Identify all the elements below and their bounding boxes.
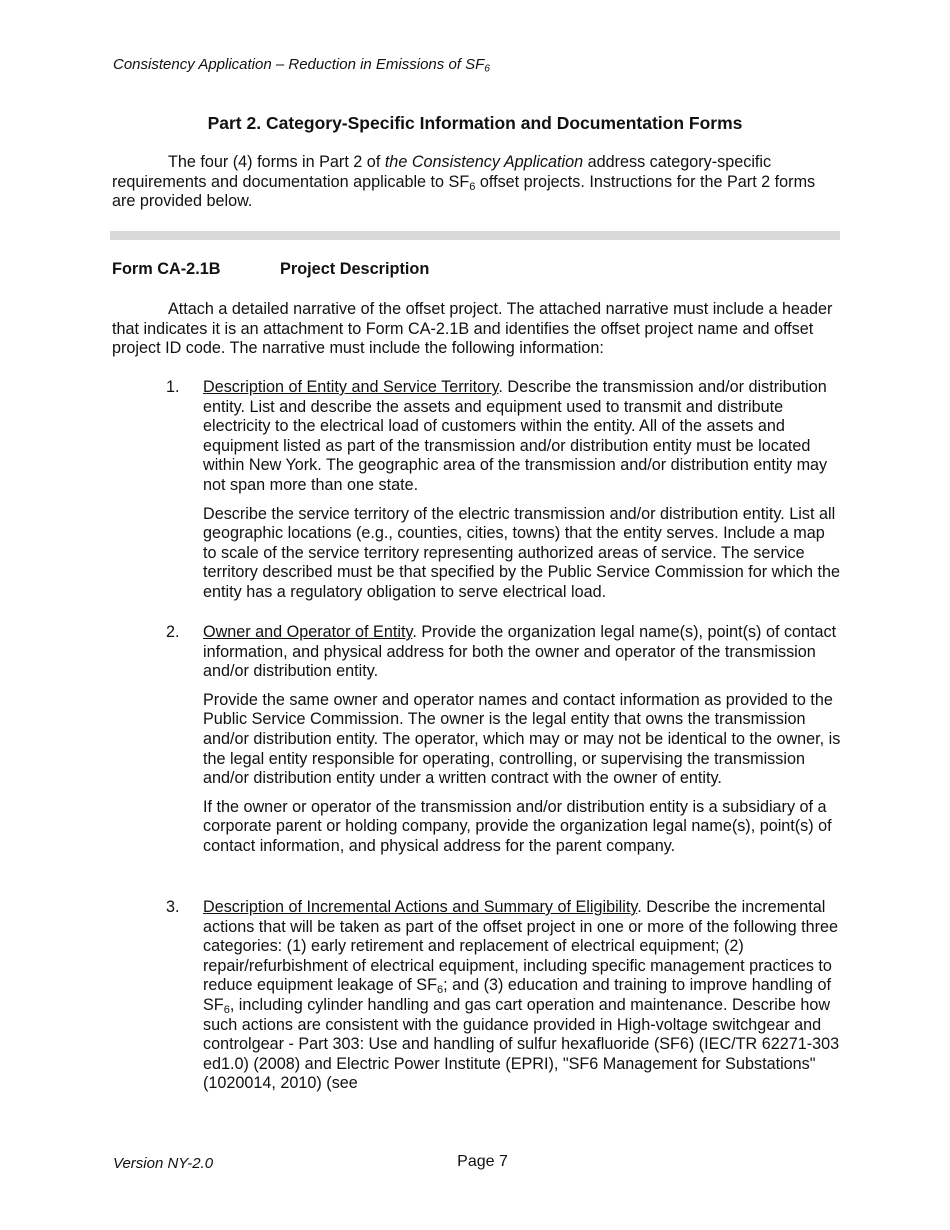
list-item-paragraph: Provide the same owner and operator names and contact information as provided to the Public Service Commission. The owner is the legal entity that owns the transmission and/or distribution entity. The operator, which may or may not be identical to the owner, is the legal entity responsible for operating, controlling, or supervising the transmission and/or distribution entity under a written contract with the owner of entity. (203, 690, 841, 788)
list-item-paragraph: If the owner or operator of the transmission and/or distribution entity is a subsidiary of a corporate parent or holding company, provide the organization legal name(s), point(s) of contact information, and physical address for the parent company. (203, 797, 832, 855)
form-title: Project Description (280, 260, 430, 278)
intro-paragraph: The four (4) forms in Part 2 of the Consistency Application address category-specific requirements and documentation applicable to $SF_6$ offset projects. Instructions for the Part 2 forms are provided below. (112, 153, 816, 211)
list-item-incremental-actions (166, 898, 842, 1103)
list-item-entity-territory (166, 378, 842, 612)
list-item-heading: Owner and Operator of Entity (203, 623, 413, 641)
list-item-owner-operator (166, 623, 842, 866)
list-item-paragraph: Describe the service territory of the electric transmission and/or distribution entity. List all geographic locations (e.g., counties, cities, towns) that the entity serves. Include a map to scale of the service territory representing authorized areas of service. The service territory described must be that specified by the Public Service Commission for which the entity has a regulatory obligation to serve electrical load. (203, 504, 840, 601)
footer-version: Version NY-2.0 (113, 1155, 214, 1172)
list-item-number: 1. (166, 378, 180, 396)
form-heading (112, 260, 430, 279)
list-item-heading: Description of Entity and Service Territory (203, 378, 499, 396)
narrative-instructions: Attach a detailed narrative of the offset project. The attached narrative must include a header that indicates it is an attachment to Form CA-2.1B and identifies the offset project name and offset project ID code. The narrative must include the following information: (112, 300, 833, 358)
part-title: Part 2. Category-Specific Information and Documentation Forms (207, 113, 743, 133)
section-divider (110, 231, 840, 240)
list-item-lead: Description of Entity and Service Territory. Describe the transmission and/or distribution entity. List and describe the assets and equipment used to transmit and distribute electricity to the electrical load of customers within the entity. All of the assets and equipment listed as part of the transmission and/or distribution entity must be located within New York. The geographic area of the transmission and/or distribution entity may not span more than one state. (203, 378, 828, 494)
form-code: Form CA-2.1B (112, 260, 221, 278)
list-item-number: 3. (166, 898, 180, 916)
list-item-heading: Description of Incremental Actions and Summary of Eligibility (203, 898, 638, 916)
page-number: Page 7 (457, 1153, 508, 1170)
list-item-lead: Description of Incremental Actions and Summary of Eligibility. Describe the incremental actions that will be taken as part of the offset project in one or more of the following three categories: (1) early retirement and replacement of electrical equipment; (2) repair/refurbishment of electrical equipment, including specific management practices to reduce equipment leakage of $SF_6$; and (3) education and training to improve handling of $SF_6$, including cylinder handling and gas cart operation and maintenance. Describe how such actions are consistent with the guidance provided in High-voltage switchgear and controlgear - Part 303: Use and handling of sulfur hexafluoride (SF6) (IEC/TR 62271-303 ed1.0) (2008) and Electric Power Institute (EPRI), "SF6 Management for Substations" (1020014, 2010) (see (203, 898, 840, 1093)
running-header: Consistency Application – Reduction in Emissions of $SF_6$ (113, 56, 490, 75)
list-item-number: 2. (166, 623, 180, 641)
list-item-lead: Owner and Operator of Entity. Provide the organization legal name(s), point(s) of contact information, and physical address for both the owner and operator of the transmission and/or distribution entity. (203, 623, 837, 681)
